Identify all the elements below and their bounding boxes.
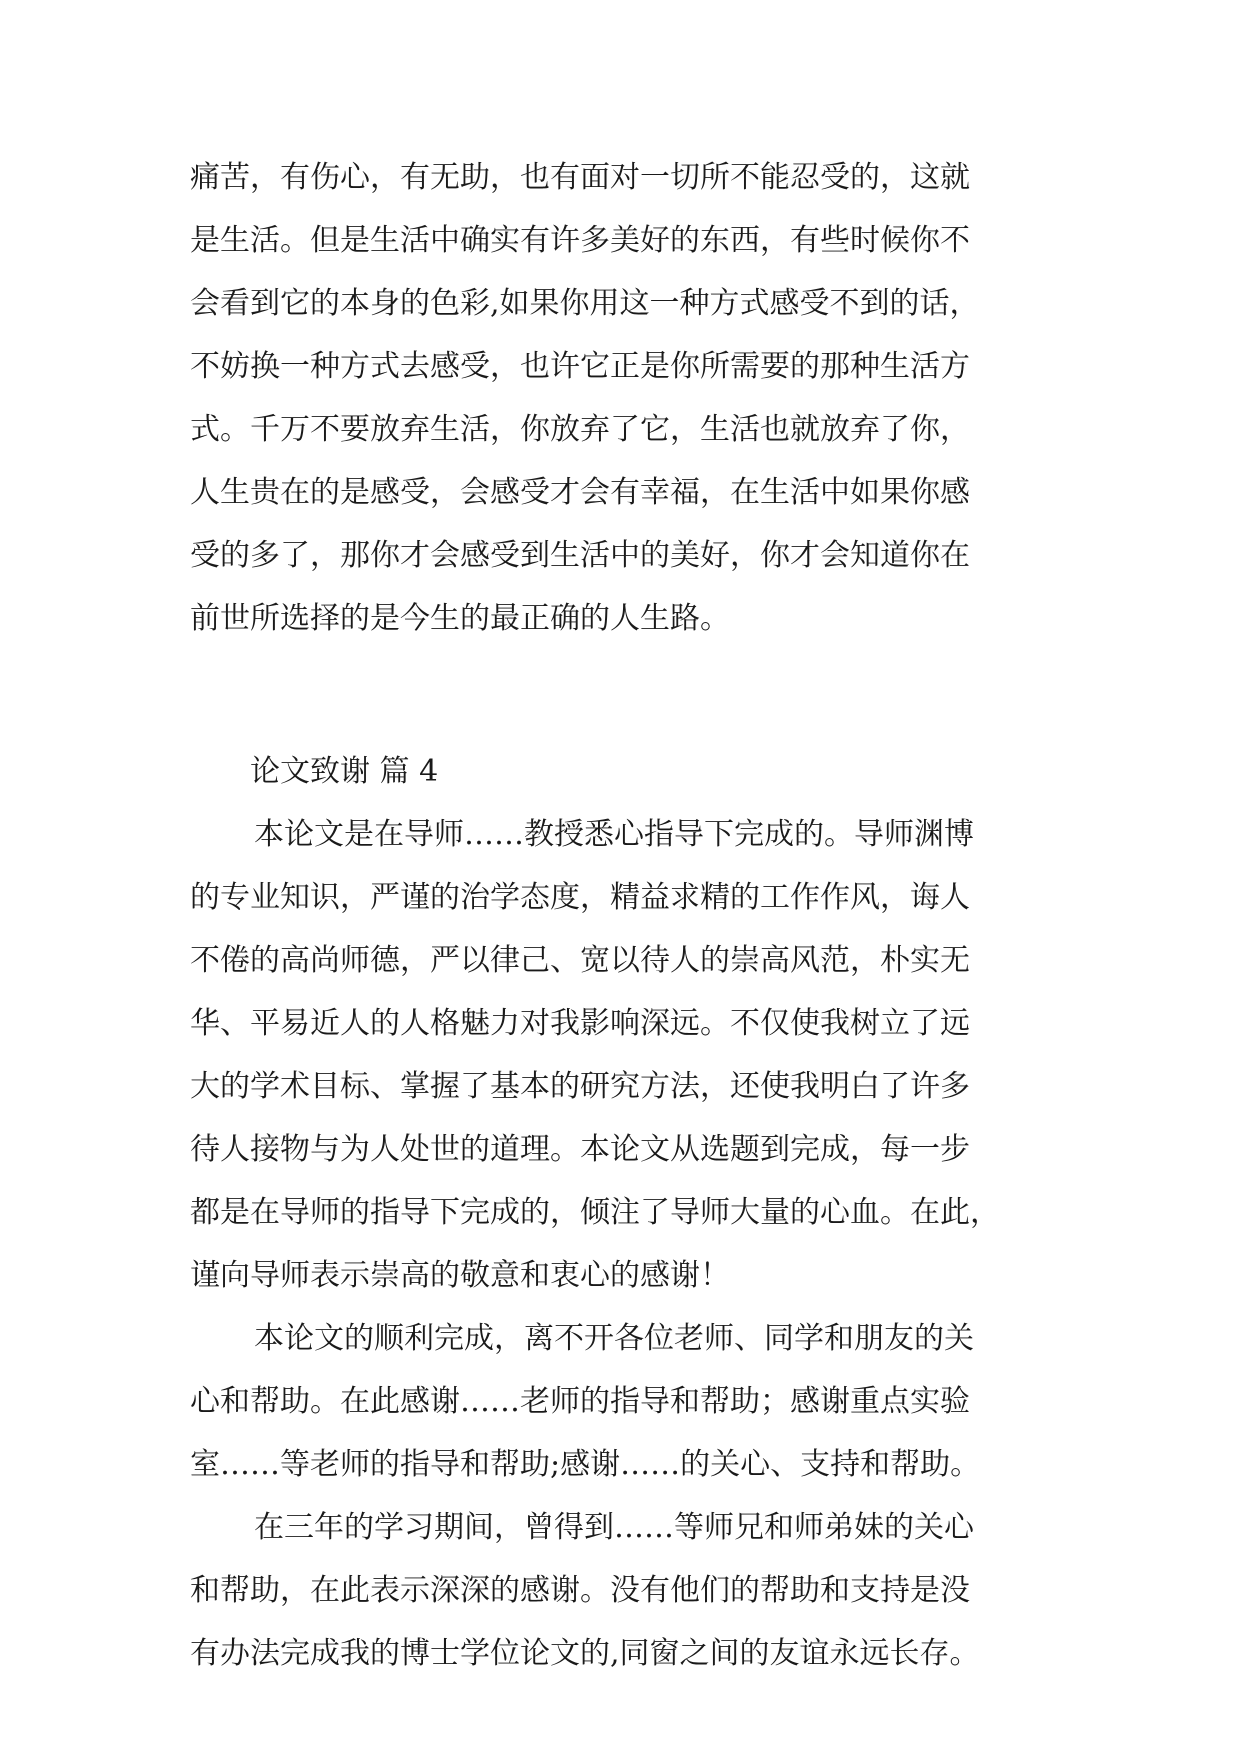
p1-line-5: 大的学术目标、掌握了基本的研究方法，还使我明白了许多 [190,1069,970,1104]
p3-line-2: 和帮助，在此表示深深的感谢。没有他们的帮助和支持是没 [190,1573,970,1608]
section-heading: 论文致谢 篇 4 [250,754,439,789]
intro-line-5: 式。千万不要放弃生活，你放弃了它，生活也就放弃了你， [190,412,970,447]
intro-line-2: 是生活。但是生活中确实有许多美好的东西，有些时候你不 [190,223,970,258]
p2-line-1: 本论文的顺利完成，离不开各位老师、同学和朋友的关 [254,1321,974,1356]
p1-line-6: 待人接物与为人处世的道理。本论文从选题到完成，每一步 [190,1132,970,1167]
intro-line-3: 会看到它的本身的色彩,如果你用这一种方式感受不到的话， [190,286,980,321]
p1-line-7: 都是在导师的指导下完成的，倾注了导师大量的心血。在此， [190,1195,1000,1230]
document-body [190,158,1090,1697]
intro-line-1: 痛苦，有伤心，有无助，也有面对一切所不能忍受的，这就 [190,160,970,195]
acknowledgement-paragraph-3 [190,1508,1090,1697]
acknowledgement-paragraph-2 [190,1319,1090,1508]
intro-paragraph [190,158,1090,662]
intro-line-8: 前世所选择的是今生的最正确的人生路。 [190,601,730,636]
p1-line-4: 华、平易近人的人格魅力对我影响深远。不仅使我树立了远 [190,1006,970,1041]
p2-line-3: 室……等老师的指导和帮助;感谢……的关心、支持和帮助。 [190,1447,981,1482]
p1-line-8: 谨向导师表示崇高的敬意和衷心的感谢！ [190,1258,730,1293]
p3-line-3: 有办法完成我的博士学位论文的,同窗之间的友谊永远长存。 [190,1636,980,1671]
intro-line-7: 受的多了，那你才会感受到生活中的美好，你才会知道你在 [190,538,970,573]
p2-line-2: 心和帮助。在此感谢……老师的指导和帮助；感谢重点实验 [190,1384,970,1419]
section-gap [190,662,1090,752]
acknowledgement-paragraph-1 [190,815,1090,1319]
p1-line-2: 的专业知识，严谨的治学态度，精益求精的工作作风，诲人 [190,880,970,915]
p1-line-1: 本论文是在导师……教授悉心指导下完成的。导师渊博 [254,817,974,852]
intro-line-6: 人生贵在的是感受，会感受才会有幸福，在生活中如果你感 [190,475,970,510]
intro-line-4: 不妨换一种方式去感受，也许它正是你所需要的那种生活方 [190,349,970,384]
p3-line-1: 在三年的学习期间，曾得到……等师兄和师弟妹的关心 [254,1510,974,1545]
p1-line-3: 不倦的高尚师德，严以律己、宽以待人的崇高风范，朴实无 [190,943,970,978]
